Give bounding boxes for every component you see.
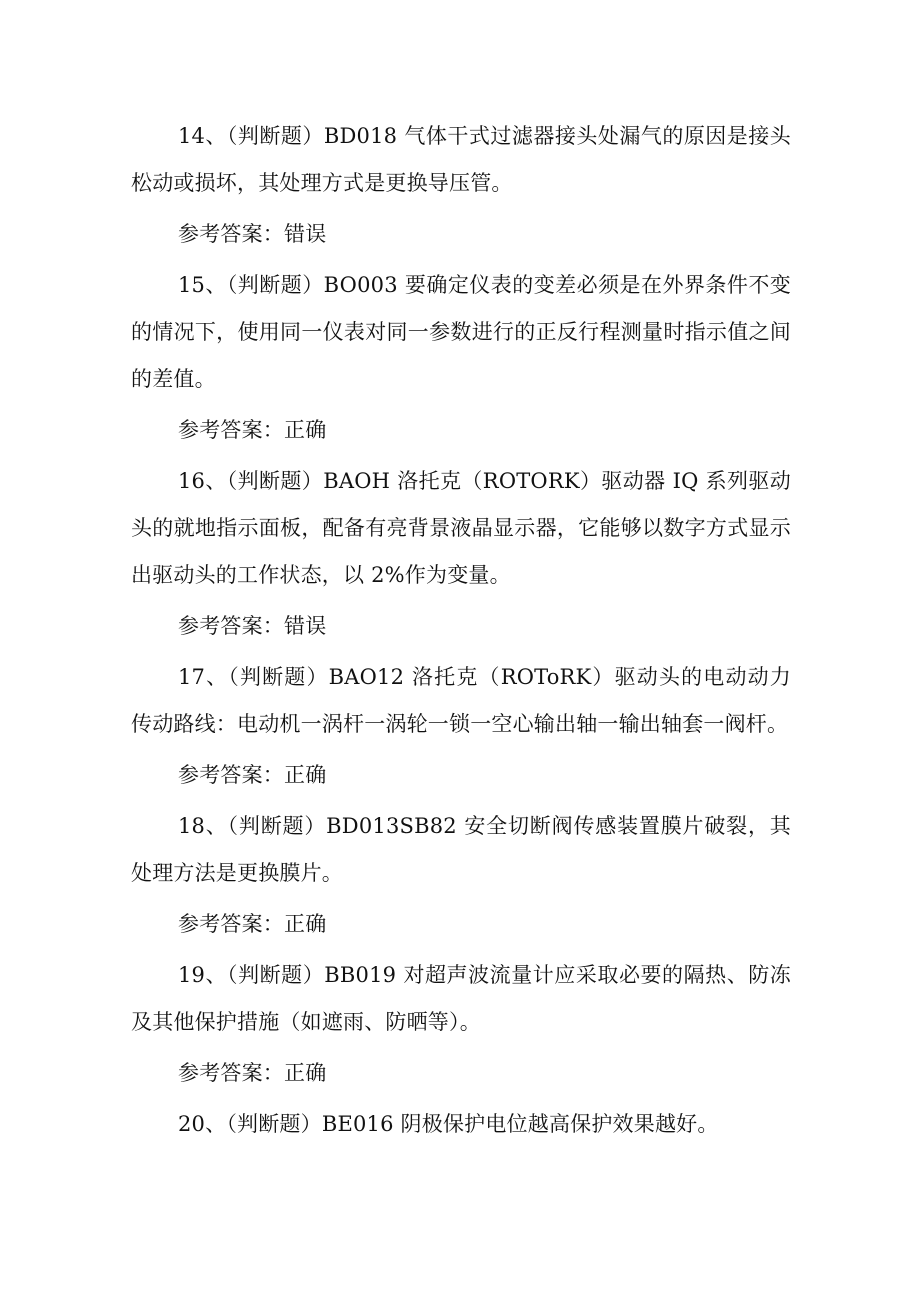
answer-14: 参考答案：错误 bbox=[178, 222, 327, 246]
answer-15: 参考答案：正确 bbox=[178, 418, 327, 442]
question-17: 17、（判断题）BAO12 洛托克（ROToRK）驱动头的电动动力传动路线：电动机一涡杆一涡轮一锁一空心输出轴一输出轴套一阀杆。 bbox=[131, 665, 791, 736]
answer-16: 参考答案：错误 bbox=[178, 614, 327, 638]
question-16: 16、（判断题）BAOH 洛托克（ROTORK）驱动器 IQ 系列驱动头的就地指示面板，配备有亮背景液晶显示器，它能够以数字方式显示出驱动头的工作状态，以 2%作为变量。 bbox=[131, 469, 791, 587]
question-list bbox=[131, 113, 791, 1148]
question-14: 14、（判断题）BD018 气体干式过滤器接头处漏气的原因是接头松动或损坏，其处理方式是更换导压管。 bbox=[131, 124, 791, 195]
answer-18: 参考答案：正确 bbox=[178, 912, 327, 936]
question-15: 15、（判断题）BO003 要确定仪表的变差必须是在外界条件不变的情况下，使用同一仪表对同一参数进行的正反行程测量时指示值之间的差值。 bbox=[131, 273, 791, 391]
question-18: 18、（判断题）BD013SB82 安全切断阀传感装置膜片破裂，其处理方法是更换膜片。 bbox=[131, 814, 791, 885]
question-20: 20、（判断题）BE016 阴极保护电位越高保护效果越好。 bbox=[178, 1112, 719, 1136]
answer-17: 参考答案：正确 bbox=[178, 763, 327, 787]
answer-19: 参考答案：正确 bbox=[178, 1061, 327, 1085]
question-19: 19、（判断题）BB019 对超声波流量计应采取必要的隔热、防冻及其他保护措施（如遮雨、防晒等）。 bbox=[131, 963, 791, 1034]
